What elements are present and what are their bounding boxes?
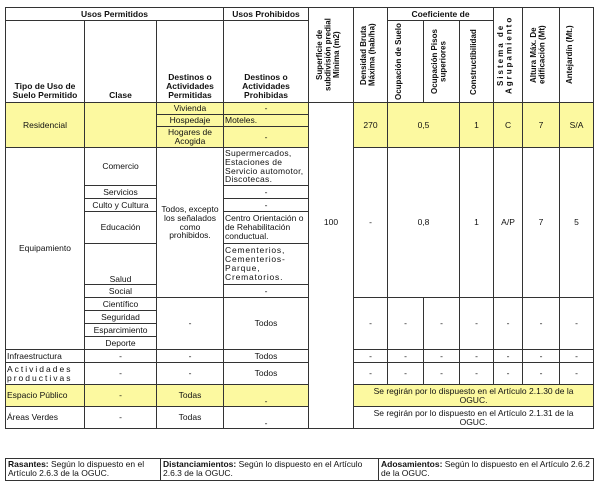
areas-verdes-clase: - — [85, 407, 157, 429]
actividades-value: - — [460, 363, 494, 385]
equipamiento-g2-constructibilidad: - — [460, 298, 494, 350]
areas-verdes-permitidos: Todas — [157, 407, 224, 429]
header-usos-prohibidos: Usos Prohibidos — [224, 8, 309, 21]
header-constructibilidad: Constructibilidad — [460, 21, 494, 103]
equipamiento-ocupacion: 0,8 — [388, 148, 460, 298]
equipamiento-clase: Servicios — [85, 186, 157, 199]
residencial-clase — [85, 103, 157, 148]
espacio-publico-tipo: Espacio Público — [6, 385, 85, 407]
infraestructura-tipo: Infraestructura — [6, 350, 85, 363]
infraestructura-value: - — [560, 350, 594, 363]
infraestructura-permitidos: - — [157, 350, 224, 363]
equipamiento-prohibido: - — [224, 186, 309, 199]
actividades-value: - — [388, 363, 424, 385]
header-altura: Altura Máx. De edificación (Mt) — [523, 8, 560, 103]
equipamiento-clase: Seguridad — [85, 311, 157, 324]
footer-rasantes: Rasantes: Según lo dispuesto en el Artículo 2.6.3 de la OGUC. — [6, 459, 161, 481]
actividades-value: - — [354, 363, 388, 385]
residencial-destino: Hogares de Acogida — [157, 127, 224, 148]
equipamiento-g2-densidad: - — [354, 298, 388, 350]
footer-distanciamientos: Distanciamientos: Según lo dispuesto en el Artículo 2.6.3 de la OGUC. — [161, 459, 379, 481]
header-ocupacion-suelo: Ocupación de Suelo — [388, 21, 424, 103]
zoning-table — [5, 7, 594, 429]
header-destinos-prohibidos: Destinos o Actividades Prohibidas — [224, 21, 309, 103]
equipamiento-g2-pisos: - — [424, 298, 460, 350]
equipamiento-clase: Comercio — [85, 148, 157, 186]
actividades-value: - — [494, 363, 523, 385]
footer-adosamientos: Adosamientos: Según lo dispuesto en el Artículo 2.6.2 de la OGUC. — [379, 459, 594, 481]
equipamiento-antejardin: 5 — [560, 148, 594, 298]
header-superficie: Superficie de subdivisión predial Mínima (m2) — [309, 8, 354, 103]
actividades-clase: - — [85, 363, 157, 385]
residencial-constructibilidad: 1 — [460, 103, 494, 148]
equipamiento-clase: Culto y Cultura — [85, 199, 157, 212]
equipamiento-g2-ocupacion: - — [388, 298, 424, 350]
residencial-altura: 7 — [523, 103, 560, 148]
equipamiento-prohibido: Cementerios, Cementerios-Parque, Crematorios. — [224, 244, 309, 285]
equipamiento-clase: Social — [85, 285, 157, 298]
infraestructura-value: - — [460, 350, 494, 363]
equipamiento-permitidos-group2: - — [157, 298, 224, 350]
infraestructura-prohibidos: Todos — [224, 350, 309, 363]
equipamiento-clase: Deporte — [85, 337, 157, 350]
equipamiento-altura: 7 — [523, 148, 560, 298]
equipamiento-prohibidos-group2: Todos — [224, 298, 309, 350]
header-clase: Clase — [85, 21, 157, 103]
equipamiento-prohibido: - — [224, 199, 309, 212]
residencial-destino: Vivienda — [157, 103, 224, 115]
areas-verdes-tipo: Áreas Verdes — [6, 407, 85, 429]
espacio-publico-prohibidos: - — [224, 385, 309, 407]
residencial-densidad: 270 — [354, 103, 388, 148]
actividades-tipo: Actividades productivas — [6, 363, 85, 385]
residencial-ocupacion: 0,5 — [388, 103, 460, 148]
equipamiento-clase: Educación — [85, 212, 157, 244]
header-densidad: Densidad Bruta Máxima (hab/ha) — [354, 8, 388, 103]
equipamiento-permitidos: Todos, excepto los señalados como prohibidos. — [157, 148, 224, 298]
residencial-destino: Hospedaje — [157, 115, 224, 127]
header-coeficiente: Coeficiente de — [388, 8, 494, 21]
actividades-prohibidos: Todos — [224, 363, 309, 385]
header-usos-permitidos: Usos Permitidos — [6, 8, 224, 21]
superficie-value: 100 — [309, 103, 354, 429]
infraestructura-value: - — [523, 350, 560, 363]
header-destinos-permitidos: Destinos o Actividades Permitidas — [157, 21, 224, 103]
actividades-value: - — [523, 363, 560, 385]
equipamiento-g2-sistema: - — [494, 298, 523, 350]
equipamiento-prohibido: Centro Orientación o de Rehabilitación conductual. — [224, 212, 309, 244]
infraestructura-value: - — [494, 350, 523, 363]
equipamiento-prohibido: - — [224, 285, 309, 298]
espacio-publico-regla: Se regirán por lo dispuesto en el Artículo 2.1.30 de la OGUC. — [354, 385, 594, 407]
equipamiento-clase: Salud — [85, 244, 157, 285]
equipamiento-tipo: Equipamiento — [6, 148, 85, 350]
infraestructura-clase: - — [85, 350, 157, 363]
equipamiento-densidad: - — [354, 148, 388, 298]
residencial-antejardin: S/A — [560, 103, 594, 148]
equipamiento-clase: Científico — [85, 298, 157, 311]
infraestructura-value: - — [388, 350, 424, 363]
equipamiento-constructibilidad: 1 — [460, 148, 494, 298]
header-antejardin: Antejardín (Mt.) — [560, 8, 594, 103]
areas-verdes-prohibidos: - — [224, 407, 309, 429]
header-sistema: Sistema de Agrupamiento — [494, 8, 523, 103]
equipamiento-g2-altura: - — [523, 298, 560, 350]
residencial-prohibido: - — [224, 127, 309, 148]
footer-table — [5, 458, 594, 481]
residencial-sistema: C — [494, 103, 523, 148]
header-ocupacion-pisos: Ocupación Pisos superiores — [424, 21, 460, 103]
equipamiento-clase: Esparcimiento — [85, 324, 157, 337]
header-tipo: Tipo de Uso de Suelo Permitido — [6, 21, 85, 103]
actividades-value: - — [560, 363, 594, 385]
areas-verdes-regla: Se regirán por lo dispuesto en el Artículo 2.1.31 de la OGUC. — [354, 407, 594, 429]
equipamiento-sistema: A/P — [494, 148, 523, 298]
residencial-tipo: Residencial — [6, 103, 85, 148]
actividades-permitidos: - — [157, 363, 224, 385]
actividades-value: - — [424, 363, 460, 385]
espacio-publico-permitidos: Todas — [157, 385, 224, 407]
equipamiento-g2-antejardin: - — [560, 298, 594, 350]
zoning-table-wrapper — [5, 7, 594, 429]
infraestructura-value: - — [424, 350, 460, 363]
residencial-prohibido: Moteles. — [224, 115, 309, 127]
residencial-prohibido: - — [224, 103, 309, 115]
espacio-publico-clase: - — [85, 385, 157, 407]
equipamiento-prohibido: Supermercados, Estaciones de Servicio automotor, Discotecas. — [224, 148, 309, 186]
infraestructura-value: - — [354, 350, 388, 363]
